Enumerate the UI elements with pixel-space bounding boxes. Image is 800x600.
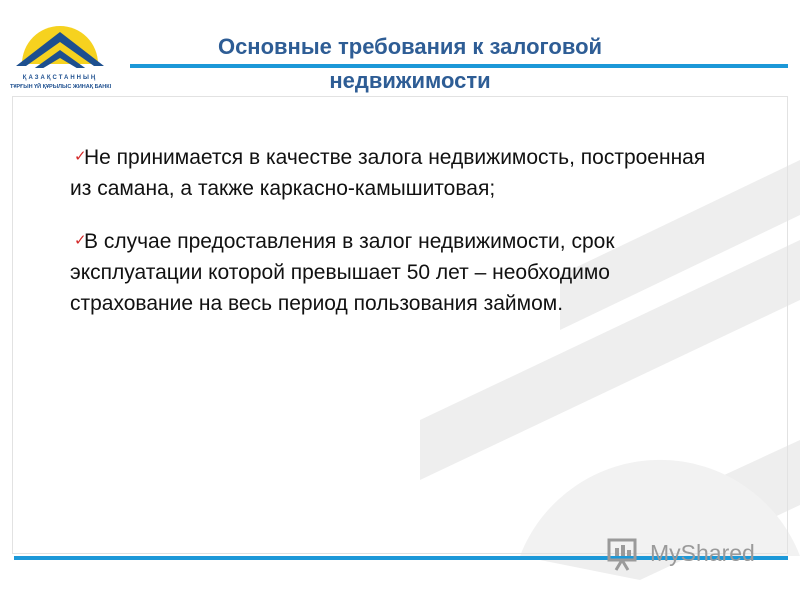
bullet-list xyxy=(70,142,710,341)
logo-line-2: ТҰРҒЫН ҮЙ ҚҰРЫЛЫС ЖИНАҚ БАНКІ xyxy=(10,84,112,90)
logo-emblem-icon xyxy=(10,14,110,74)
bullet-item xyxy=(70,142,710,204)
bullet-text: В случае предоставления в залог недвижимости, срок эксплуатации которой превышает 50 лет – необходимо страхование на весь период пользования займом. xyxy=(70,230,615,315)
bank-logo xyxy=(10,14,110,92)
logo-line-1: ҚАЗАҚСТАННЫҢ xyxy=(22,75,98,81)
check-icon: ✓ xyxy=(74,231,87,249)
header-rule xyxy=(130,64,788,68)
presentation-icon xyxy=(606,534,646,574)
watermark-text: MyShared xyxy=(650,540,755,566)
check-icon: ✓ xyxy=(74,147,87,165)
bullet-item xyxy=(70,226,710,319)
slide-title: Основные требования к залоговой недвижимости xyxy=(217,34,603,93)
bullet-text: Не принимается в качестве залога недвижимость, построенная из самана, а также каркасно-камышитовая; xyxy=(70,146,706,200)
watermark xyxy=(606,534,776,574)
